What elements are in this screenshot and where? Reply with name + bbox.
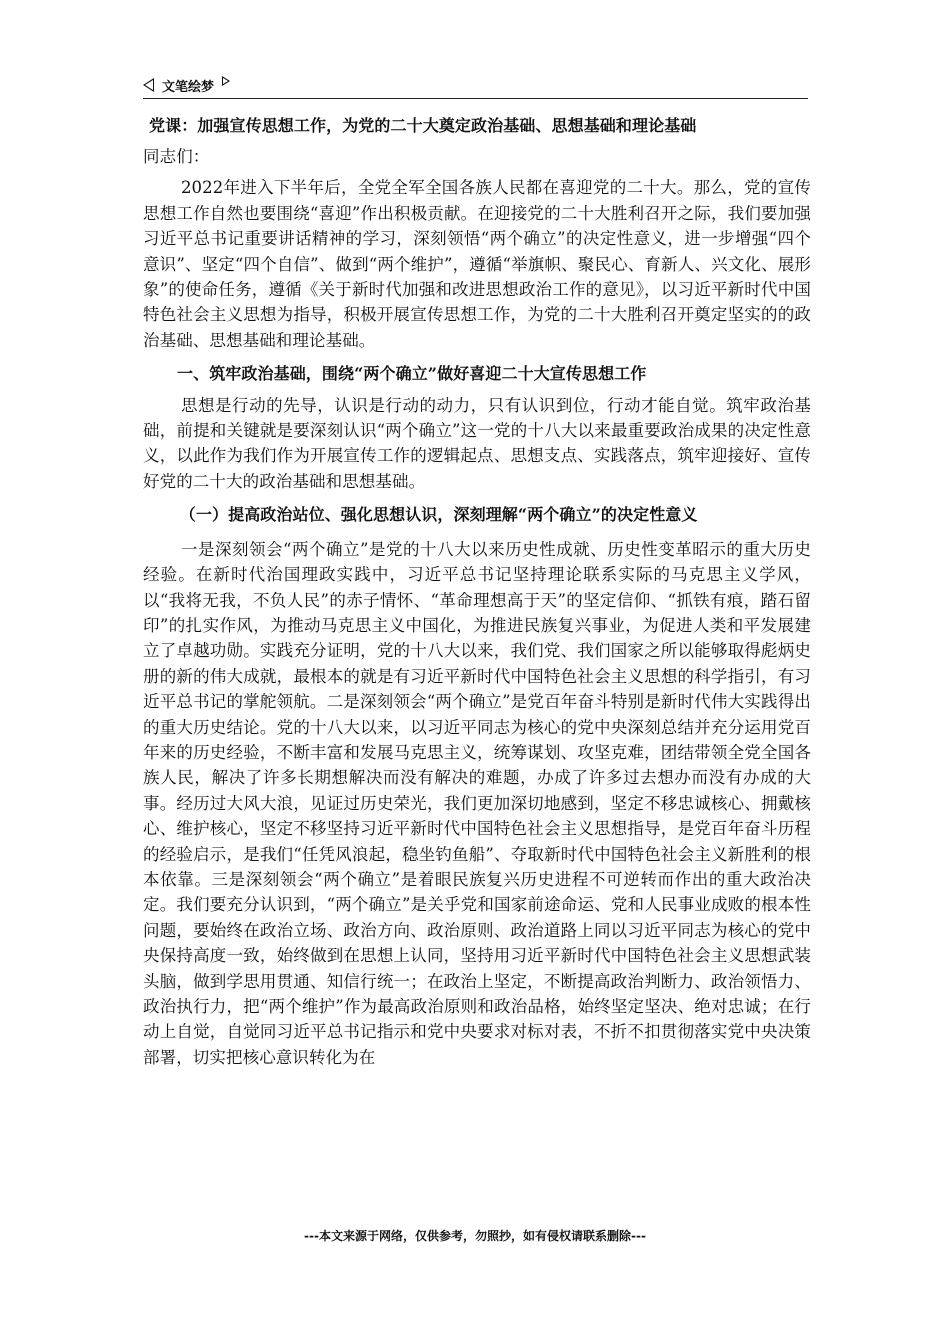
header-divider <box>143 98 808 99</box>
subsection-heading: （一）提高政治站位、强化思想认识，深刻理解“两个确立”的决定性意义 <box>179 505 698 525</box>
triangle-left-icon <box>143 78 154 92</box>
section-intro-paragraph: 思想是行动的先导，认识是行动的动力，只有认识到位，行动才能自觉。筑牢政治基础，前提和关键就是要深刻认识“两个确立”这一党的十八大以来最重要政治成果的决定性意义，以此作为我们作为开展宣传工作的逻辑起点、思想支点、实践落点，筑牢迎接好、宣传好党的二十大的政治基础和思想基础。 <box>143 395 811 491</box>
document-body <box>143 113 811 1078</box>
footer-notice: ---本文来源于网络，仅供参考，勿照抄，如有侵权请联系删除--- <box>304 1229 646 1243</box>
triangle-right-icon <box>222 76 230 86</box>
page-header <box>143 74 808 96</box>
document-title: 党课：加强宣传思想工作，为党的二十大奠定政治基础、思想基础和理论基础 <box>149 116 697 135</box>
salutation: 同志们： <box>143 147 210 166</box>
intro-paragraph: 2022年进入下半年后，全党全军全国各族人民都在喜迎党的二十大。那么，党的宣传思想工作自然也要围绕“喜迎”作出积极贡献。在迎接党的二十大胜利召开之际，我们要加强习近平总书记重要讲话精神的学习，深刻领悟“两个确立”的决定性意义，进一步增强“四个意识”、坚定“四个自信”、做到“两个维护”，遵循“举旗帜、聚民心、育新人、兴文化、展形象”的使命任务，遵循《关于新时代加强和改进思想政治工作的意见》，以习近平新时代中国特色社会主义思想为指导，积极开展宣传思想工作，为党的二十大胜利召开奠定坚实的的政治基础、思想基础和理论基础。 <box>143 178 811 350</box>
section-heading: 一、筑牢政治基础，围绕“两个确立”做好喜迎二十大宣传思想工作 <box>177 364 647 384</box>
header-brand: 文笔绘梦 <box>162 79 215 95</box>
subsection-body-paragraph: 一是深刻领会“两个确立”是党的十八大以来历史性成就、历史性变革昭示的重大历史经验。在新时代治国理政实践中，习近平总书记坚持理论联系实际的马克思主义学风，以“我将无我，不负人民”的赤子情怀、“革命理想高于天”的坚定信仰、“抓铁有痕，踏石留印”的扎实作风，为推动马克思主义中国化，为推进民族复兴事业，为促进人类和平发展建立了卓越功勋。实践充分证明，党的十八大以来，我们党、我们国家之所以能够取得彪炳史册的新的伟大成就，最根本的就是有习近平新时代中国特色社会主义思想的科学指引，有习近平总书记的掌舵领航。二是深刻领会“两个确立”是党百年奋斗特别是新时代伟大实践得出的重大历史结论。党的十八大以来，以习近平同志为核心的党中央深刻总结并充分运用党百年来的历史经验，不断丰富和发展马克思主义，统筹谋划、攻坚克难，团结带领全党全国各族人民，解决了许多长期想解决而没有解决的难题，办成了许多过去想办而没有办成的大事。经历过大风大浪，见证过历史荣光，我们更加深切地感到，坚定不移忠诚核心、拥戴核心、维护核心，坚定不移坚持习近平新时代中国特色社会主义思想指导，是党百年奋斗历程的经验启示，是我们“任凭风浪起，稳坐钓鱼船”、夺取新时代中国特色社会主义新胜利的根本依靠。三是深刻领会“两个确立”是着眼民族复兴历史进程不可逆转而作出的重大政治决定。我们要充分认识到，“两个确立”是关乎党和国家前途命运、党和人民事业成败的根本性问题，要始终在政治立场、政治方向、政治原则、政治道路上同以习近平同志为核心的党中央保持高度一致，始终做到在思想上认同，坚持用习近平新时代中国特色社会主义思想武装头脑，做到学思用贯通、知信行统一；在政治上坚定，不断提高政治判断力、政治领悟力、政治执行力，把“两个维护”作为最高政治原则和政治品格，始终坚定坚决、绝对忠诚；在行动上自觉，自觉同习近平总书记指示和党中央要求对标对表，不折不扣贯彻落实党中央决策部署，切实把核心意识转化为在 <box>143 539 811 1067</box>
